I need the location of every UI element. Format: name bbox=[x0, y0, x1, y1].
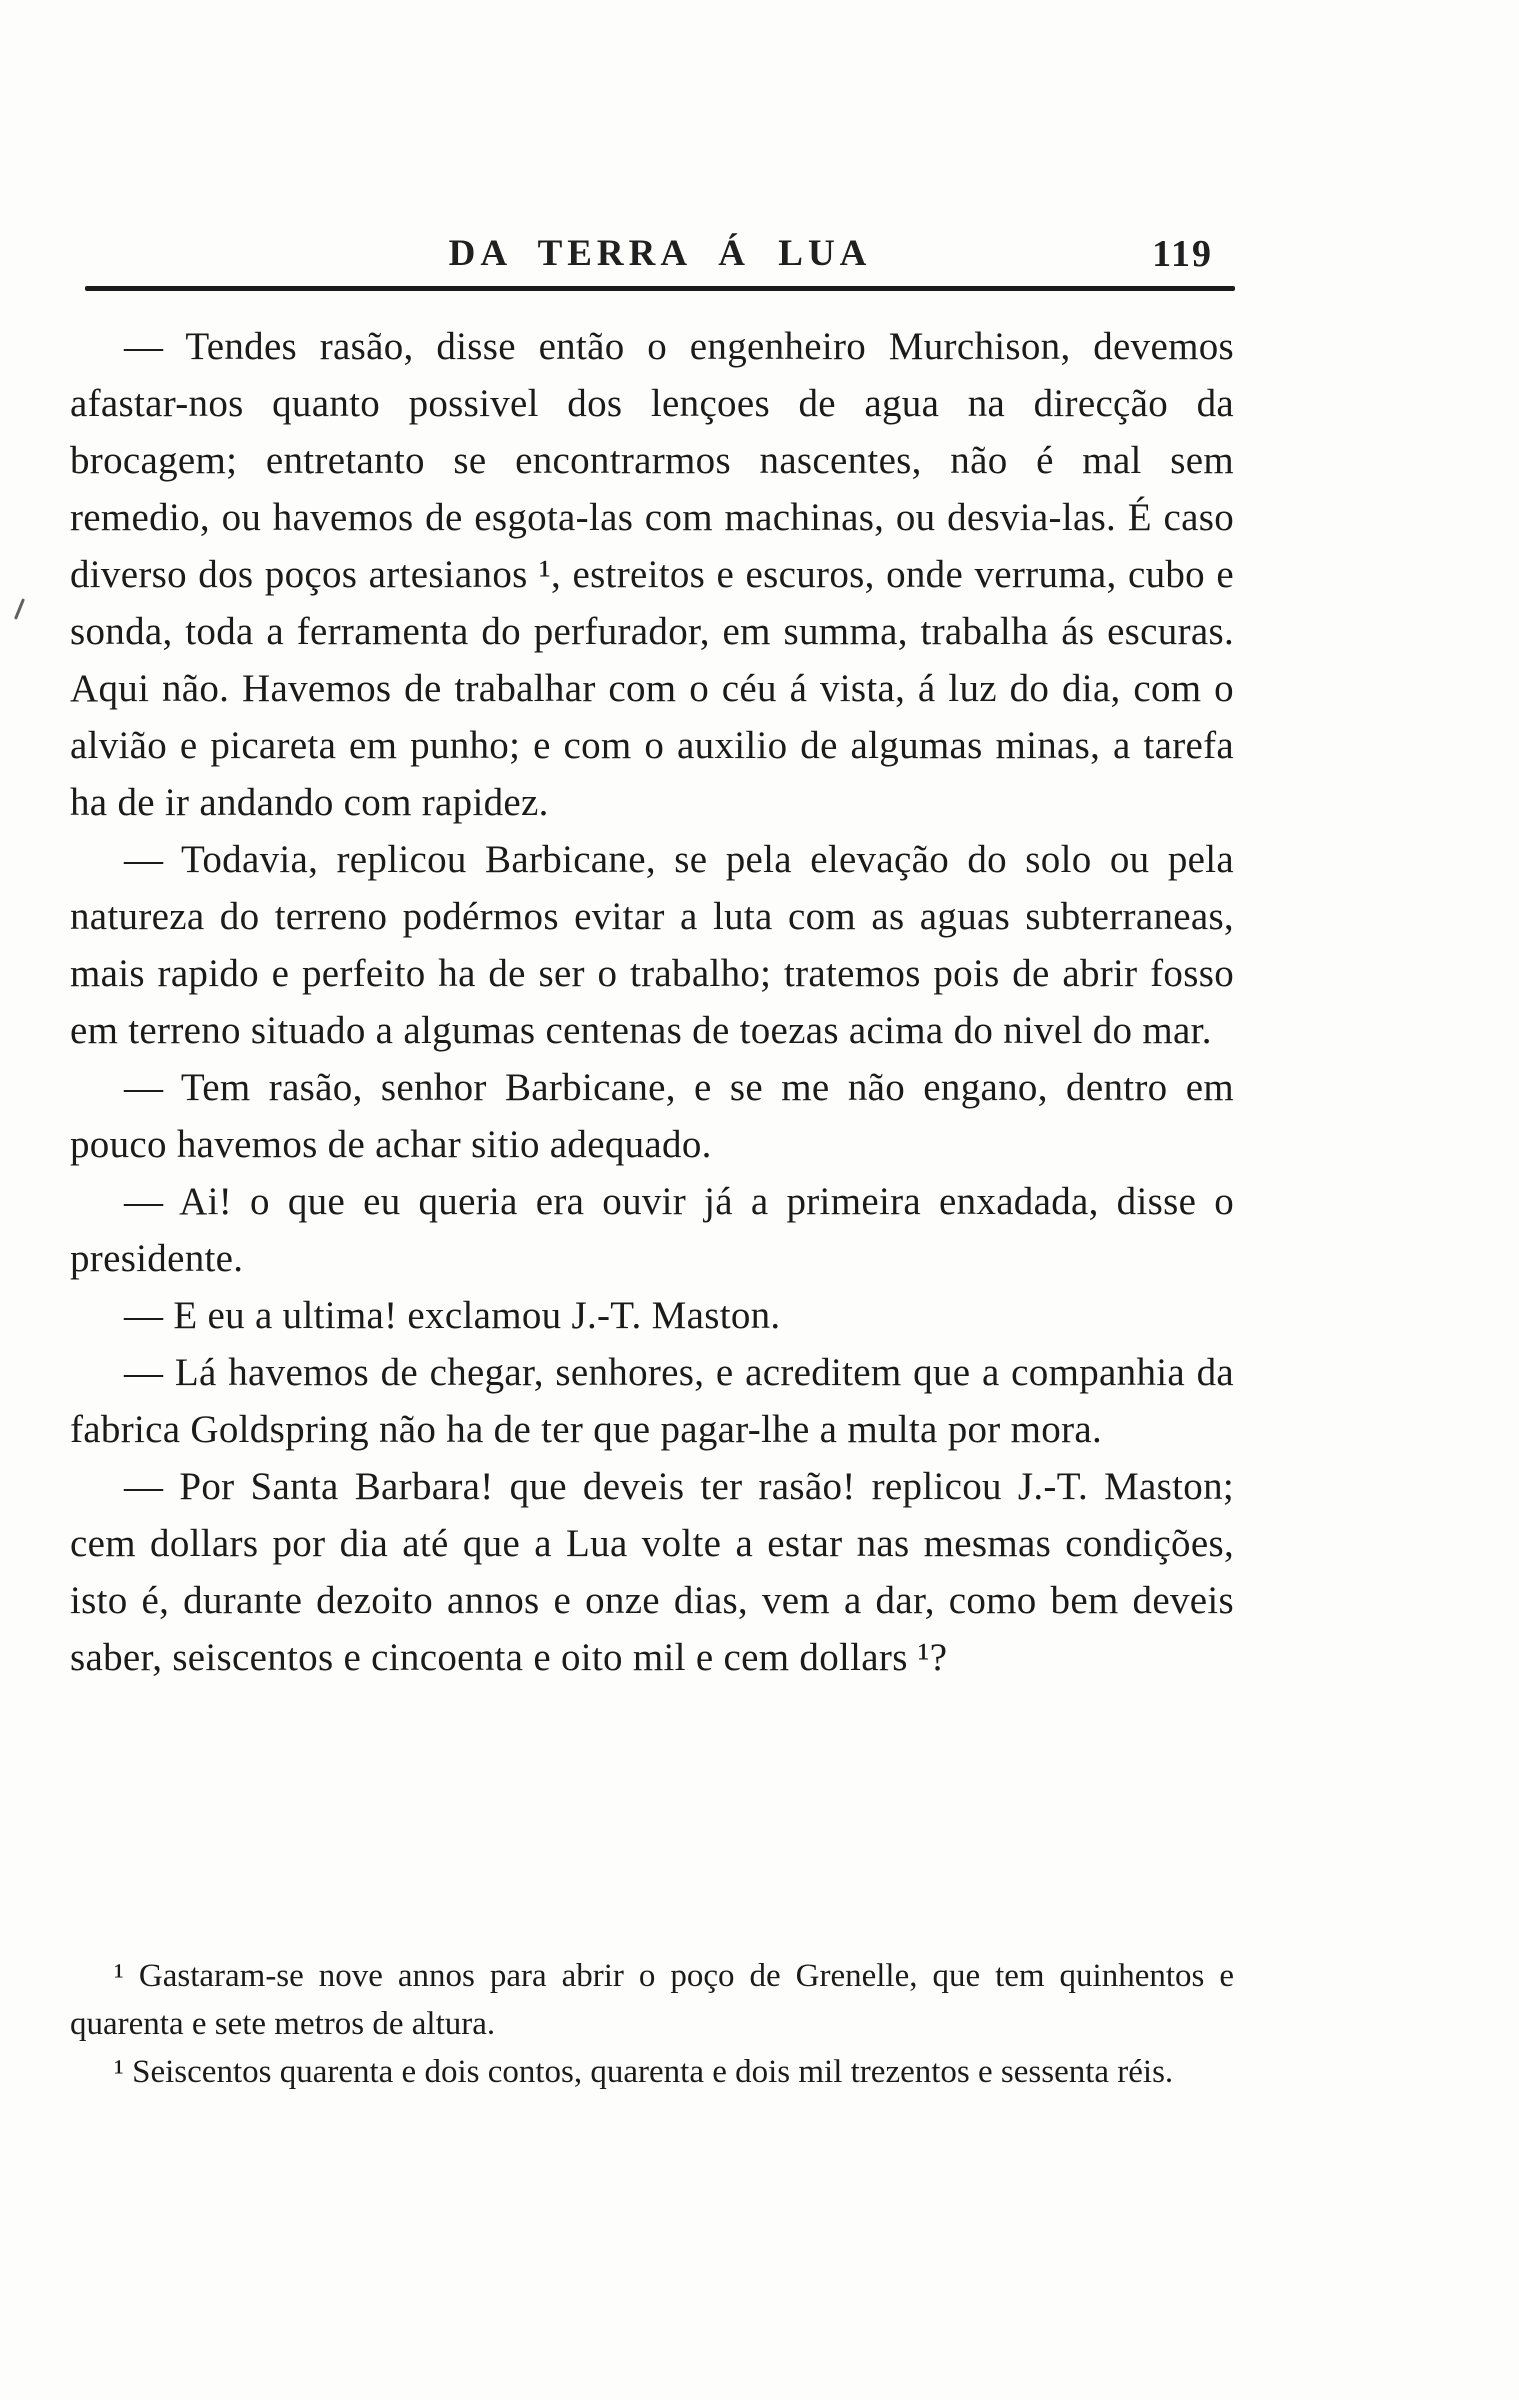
paragraph: — Tem rasão, senhor Barbicane, e se me não engano, dentro em pouco havemos de achar sitio adequado. bbox=[70, 1066, 1234, 1166]
text-block bbox=[70, 318, 1234, 1686]
page-header bbox=[85, 232, 1235, 282]
paragraph: — Tendes rasão, disse então o engenheiro Murchison, devemos afastar-nos quanto possivel dos lençoes de agua na direcção da brocagem; entretanto se encontrarmos nascentes, não é mal sem remedio, ou havemos de esgota-las com machinas, ou desvia-las. É caso diverso dos poços artesianos ¹, estreitos e escuros, onde verruma, cubo e sonda, toda a ferramenta do perfurador, em summa, trabalha ás escuras. Aqui não. Havemos de trabalhar com o céu á vista, á luz do dia, com o alvião e picareta em punho; e com o auxilio de algumas minas, a tarefa ha de ir andando com rapidez. bbox=[70, 325, 1234, 824]
paragraph: — Por Santa Barbara! que deveis ter rasão! replicou J.-T. Maston; cem dollars por dia até que a Lua volte a estar nas mesmas condições, isto é, durante dezoito annos e onze dias, vem a dar, como bem deveis saber, seiscentos e cincoenta e oito mil e cem dollars ¹? bbox=[70, 1465, 1234, 1679]
footnote: ¹ Seiscentos quarenta e dois contos, quarenta e dois mil trezentos e sessenta réis. bbox=[114, 2054, 1174, 2090]
header-rule bbox=[85, 286, 1235, 291]
paragraph: — Todavia, replicou Barbicane, se pela elevação do solo ou pela natureza do terreno podérmos evitar a luta com as aguas subterraneas, mais rapido e perfeito ha de ser o trabalho; tratemos pois de abrir fosso em terreno situado a algumas centenas de toezas acima do nivel do mar. bbox=[70, 838, 1234, 1052]
footnotes-block bbox=[70, 1952, 1234, 2096]
running-title: DA TERRA Á LUA bbox=[448, 233, 872, 274]
paragraph: — Lá havemos de chegar, senhores, e acreditem que a companhia da fabrica Goldspring não ha de ter que pagar-lhe a multa por mora. bbox=[70, 1351, 1234, 1451]
paragraph: — Ai! o que eu queria era ouvir já a primeira enxadada, disse o presidente. bbox=[70, 1180, 1234, 1280]
footnote: ¹ Gastaram-se nove annos para abrir o poço de Grenelle, que tem quinhentos e quarenta e sete metros de altura. bbox=[70, 1958, 1234, 2042]
scan-artifact-mark bbox=[14, 598, 25, 620]
page-number: 119 bbox=[1152, 233, 1213, 275]
paragraph: — E eu a ultima! exclamou J.-T. Maston. bbox=[124, 1294, 781, 1337]
